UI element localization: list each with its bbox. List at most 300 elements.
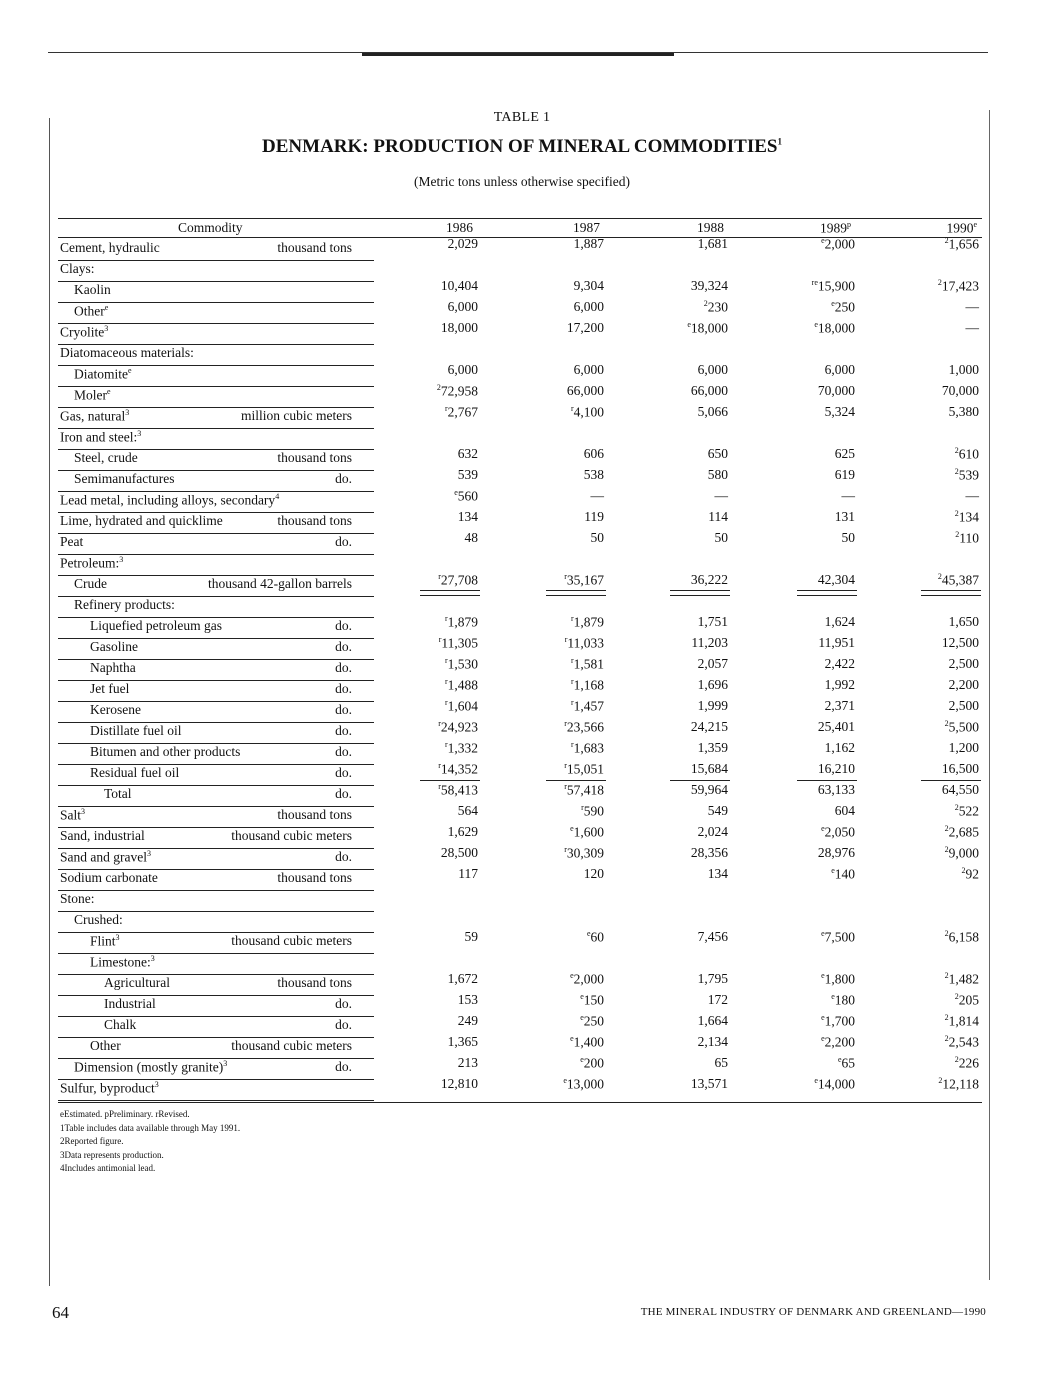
row-value: $^r$1,604 [444,698,478,714]
row-unit: thousand tons [277,975,352,990]
row-value: $^2$9,000 [944,845,979,861]
row-value: $^r$15,051 [564,761,604,777]
row-label-footnote: e [107,387,111,396]
row-value: 549 [707,803,728,818]
row-value: 50 [841,530,855,545]
row-label-text: Bitumen and other products [90,744,241,759]
row-value: $^r$58,413 [438,782,478,798]
table-row [0,429,1044,449]
row-label [74,450,138,466]
row-label [74,912,123,928]
row-value: 28,356 [690,845,728,860]
row-value: $^2$12,118 [938,1076,979,1092]
row-label-footnote: 4 [275,492,280,501]
row-label-text: Sodium carbonate [60,870,158,885]
row-value: 64,550 [941,782,979,797]
row-label [60,828,145,844]
row-label-text: Cryolite [60,324,105,340]
row-value: 1,359 [697,740,728,755]
table-subtitle: (Metric tons unless otherwise specified) [414,174,630,189]
value-marker: e [580,1013,584,1022]
row-label [74,576,107,592]
value-marker: e [831,866,835,875]
table-row [0,446,1044,470]
row-value: $^e$2,000 [821,236,855,252]
value-marker: e [687,320,691,329]
row-label [90,744,240,760]
row-value: $^2$1,482 [944,971,979,987]
value-marker: r [564,782,567,791]
row-value: $^e$250 [831,299,855,315]
row-label-footnote: 3 [115,933,120,942]
row-value: 12,810 [440,1076,478,1091]
row-label-text: Distillate fuel oil [90,723,182,738]
value-marker: 2 [937,278,942,287]
row-unit: million cubic meters [241,408,352,423]
row-label-footnote: e [104,303,109,312]
row-value: $^{re}$15,900 [811,278,855,294]
row-value: $^2$522 [954,803,979,819]
row-value: 650 [707,446,728,461]
row-value: 1,162 [824,740,855,755]
value-marker: r [570,404,574,413]
table-row [0,824,1044,848]
row-value: 59,964 [690,782,728,797]
table-row [0,912,1044,932]
table-row [0,236,1044,260]
row-value: $^e$65 [837,1055,855,1071]
row-label [74,282,111,298]
table-row [0,992,1044,1016]
row-label [104,975,170,991]
row-value: $^r$1,332 [444,740,478,756]
row-label-text: Steel, crude [74,450,138,465]
row-value: 1,887 [573,236,604,251]
double-underline [670,590,730,596]
row-value: $^e$140 [831,866,855,882]
row-label [60,240,160,256]
table-row [0,761,1044,785]
row-label [90,933,120,950]
row-unit: do. [335,849,352,864]
row-unit: do. [335,639,352,654]
row-value: — [965,488,979,503]
value-marker: e [821,929,825,938]
table-row [0,971,1044,995]
table-row [0,509,1044,533]
row-label [60,870,158,886]
row-unit: thousand cubic meters [231,933,352,948]
row-label [74,1059,227,1076]
row-value: $^r$35,167 [564,572,604,588]
value-marker: 2 [944,1013,949,1022]
row-label-text: Iron and steel: [60,429,138,445]
value-marker: 2 [954,803,959,812]
row-value: 24,215 [690,719,728,734]
row-value: 65 [714,1055,728,1070]
row-value: 1,992 [824,677,855,692]
value-marker: r [444,740,448,749]
row-label [60,534,83,550]
value-marker: e [814,1076,818,1085]
row-unit: thousand 42-gallon barrels [208,576,352,591]
row-value: 50 [714,530,728,545]
row-value: — [590,488,604,503]
row-value: $^r$4,100 [570,404,604,420]
row-value: $^e$1,800 [821,971,855,987]
footnote-5: 4Includes antimonial lead. [60,1163,156,1173]
row-label-footnote: 3 [125,408,130,417]
row-value: 2,029 [447,236,478,251]
row-label-text: Chalk [104,1017,137,1032]
value-marker: r [570,614,574,623]
row-value: $^2$110 [955,530,979,546]
row-value: 538 [583,467,604,482]
row-value: $^e$180 [831,992,855,1008]
value-marker: 2 [954,446,959,455]
value-marker: 2 [954,1055,959,1064]
row-unit: thousand tons [277,513,352,528]
table-row [0,1076,1044,1100]
row-value: 1,650 [948,614,979,629]
double-underline [797,590,857,596]
row-value: $^e$18,000 [814,320,855,336]
row-unit: do. [335,471,352,486]
row-value: 6,000 [573,362,604,377]
row-label-text: Crude [74,576,107,591]
row-label-text: Sand, industrial [60,828,145,843]
row-value: 2,200 [948,677,979,692]
value-marker: r [444,656,448,665]
value-marker: r [581,803,584,812]
row-value: 131 [834,509,855,524]
row-label [60,1080,159,1097]
row-value: $^r$1,457 [570,698,604,714]
footnote-1: eEstimated. pPreliminary. rRevised. [60,1109,190,1119]
row-label [74,471,174,487]
row-value: $^r$57,418 [564,782,604,798]
table-row [0,635,1044,659]
value-marker: 2 [944,845,949,854]
row-value: $^r$1,530 [444,656,478,672]
row-unit: do. [335,996,352,1011]
row-label-text: Kerosene [90,702,141,717]
table-row [0,1034,1044,1058]
row-label-text: Dimension (mostly granite) [74,1059,224,1075]
row-label [60,891,95,907]
value-marker: e [821,971,825,980]
table-row [0,1055,1044,1079]
row-value: 63,133 [817,782,855,797]
row-value: 5,324 [824,404,855,419]
value-marker: e [570,971,574,980]
table-row [0,299,1044,323]
table-row [0,597,1044,617]
row-label-text: Lime, hydrated and quicklime [60,513,223,528]
row-value: 25,401 [817,719,855,734]
row-label-text: Limestone: [90,954,151,970]
footnotes [60,1108,240,1176]
row-label-text: Salt [60,807,82,823]
value-marker: 2 [961,866,966,875]
row-label-text: Semimanufactures [74,471,175,486]
value-marker: r [564,761,567,770]
value-marker: r [438,782,441,791]
value-marker: r [438,635,442,644]
row-value: $^r$14,352 [438,761,478,777]
row-value: $^r$24,923 [438,719,478,735]
header-year-1987 [573,220,600,236]
row-value: $^r$1,879 [444,614,478,630]
row-value: $^2$610 [954,446,979,462]
table-label: TABLE 1 [493,110,551,125]
header-year-1986 [446,220,473,236]
single-underline [797,780,857,781]
row-value: 625 [834,446,855,461]
row-value: 2,134 [697,1034,728,1049]
row-value: $^e$1,600 [570,824,604,840]
row-unit: thousand cubic meters [231,828,352,843]
value-marker: 2 [944,929,949,938]
row-unit: thousand tons [277,807,352,822]
row-value: 5,380 [948,404,979,419]
row-label [60,408,129,425]
table-row [0,572,1044,596]
row-unit: do. [335,660,352,675]
value-marker: 2 [944,1034,949,1043]
value-marker: r [438,761,441,770]
table-row [0,555,1044,575]
single-underline [670,780,730,781]
value-marker: 2 [944,236,949,245]
row-label-text: Petroleum: [60,555,120,571]
row-value: 1,624 [824,614,855,629]
row-value: $^r$1,683 [570,740,604,756]
row-value: $^r$27,708 [438,572,478,588]
row-value: $^2$1,656 [944,236,979,252]
value-marker: 2 [955,530,960,539]
value-marker: e [570,1034,574,1043]
value-marker: e [821,236,825,245]
row-value: $^r$11,305 [438,635,478,651]
row-label-footnote: 3 [104,324,109,333]
row-value: 114 [708,509,728,524]
table-row [0,261,1044,281]
row-value: 10,404 [440,278,478,293]
row-value: $^e$250 [580,1013,604,1029]
row-value: $^r$1,581 [570,656,604,672]
row-label-footnote: 3 [146,849,151,858]
row-label-text: Other [90,1038,121,1053]
value-marker: r [438,572,441,581]
row-unit: do. [335,765,352,780]
table-row [0,866,1044,890]
row-value: $^2$230 [703,299,728,315]
row-label-text: Clays: [60,261,95,276]
row-label-text: Kaolin [74,282,111,297]
row-value: 9,304 [573,278,604,293]
value-marker: 2 [937,572,942,581]
table-row [0,278,1044,302]
row-value: 28,976 [817,845,855,860]
row-value: 1,629 [447,824,478,839]
row-label [60,261,95,277]
row-value: 606 [583,446,604,461]
value-marker: r [564,635,568,644]
row-value: 1,365 [447,1034,478,1049]
row-value: 11,203 [691,635,728,650]
header-top-rule [58,218,982,219]
row-label-footnote: e [128,366,132,375]
row-value: 2,024 [697,824,728,839]
double-underline [420,590,480,596]
row-label-footnote: 3 [223,1059,228,1068]
row-label-text: Other [74,303,105,319]
row-value: 42,304 [817,572,855,587]
row-label-text: Residual fuel oil [90,765,180,780]
row-label-footnote: 3 [137,429,142,438]
row-label [60,345,194,361]
row-label [60,807,85,824]
row-value: $^r$590 [581,803,604,819]
row-value: $^2$17,423 [937,278,979,294]
row-value: 619 [834,467,855,482]
row-label-text: Industrial [104,996,156,1011]
row-label-footnote: 3 [81,807,86,816]
row-value: 1,664 [697,1013,728,1028]
row-value: 50 [590,530,604,545]
row-value: 2,500 [948,698,979,713]
row-label-text: Sand and gravel [60,849,147,865]
row-value: $^e$2,050 [821,824,855,840]
value-marker: r [444,614,448,623]
row-value: $^2$226 [954,1055,979,1071]
row-value: $^e$1,400 [570,1034,604,1050]
row-value: 16,210 [817,761,855,776]
value-marker: e [831,992,835,1001]
row-value: $^2$205 [954,992,979,1008]
value-marker: 2 [703,299,708,308]
row-unit: do. [335,744,352,759]
header-year-1990 [946,220,977,237]
row-value: 6,000 [824,362,855,377]
value-marker: e [821,1013,825,1022]
row-value: — [714,488,728,503]
row-value: $^2$1,814 [944,1013,979,1029]
row-label-text: Peat [60,534,84,549]
row-unit: thousand tons [277,450,352,465]
row-value: 1,999 [697,698,728,713]
year-text: 1988 [697,220,724,235]
row-value: 539 [457,467,478,482]
table-row [0,488,1044,512]
row-value: $^r$2,767 [444,404,478,420]
row-label [104,996,156,1012]
row-unit: do. [335,1059,352,1074]
value-marker: e [821,824,825,833]
row-label [104,1017,136,1033]
table-title-footnote-marker: 1 [777,136,782,147]
row-label [60,849,151,866]
table-row [0,383,1044,407]
row-value: — [841,488,855,503]
year-text: 1990 [946,220,974,236]
row-label-text: Diatomite [74,366,128,382]
value-marker: r [564,719,567,728]
row-value: $^2$2,685 [944,824,979,840]
row-label-text: Lead metal, including alloys, secondary [60,492,276,508]
value-marker: 2 [436,383,441,392]
row-label [60,429,141,446]
row-unit: do. [335,702,352,717]
table-row [0,362,1044,386]
row-unit: thousand tons [277,870,352,885]
row-value: $^r$11,033 [564,635,604,651]
table-row [0,656,1044,680]
row-unit: thousand tons [277,240,352,255]
row-value: 28,500 [440,845,478,860]
row-label [90,1038,121,1054]
row-value: 213 [457,1055,478,1070]
row-value: 39,324 [690,278,728,293]
table-row [0,929,1044,953]
row-value: 153 [457,992,478,1007]
value-marker: r [444,404,448,413]
row-value: 2,057 [697,656,728,671]
value-marker: 2 [954,509,959,518]
footnote-3: 2Reported figure. [60,1136,124,1146]
row-label-text: Gasoline [90,639,138,654]
value-marker: e [580,1055,584,1064]
value-marker: r [444,698,448,707]
table-row [0,404,1044,428]
row-value: 5,066 [697,404,728,419]
row-value: 59 [464,929,478,944]
row-value: $^e$2,200 [821,1034,855,1050]
row-value: 1,795 [697,971,728,986]
row-value: 249 [457,1013,478,1028]
footnote-4: 3Data represents production. [60,1149,164,1160]
header-year-1988 [697,220,724,236]
value-marker: e [821,1034,825,1043]
row-value: $^e$14,000 [814,1076,855,1092]
row-unit: do. [335,618,352,633]
row-rule [58,1100,374,1101]
row-label-text: Stone: [60,891,95,906]
row-value: 7,456 [697,929,728,944]
row-value: 15,684 [690,761,728,776]
row-label-footnote: 3 [150,954,155,963]
table-title-text: DENMARK: PRODUCTION OF MINERAL COMMODITIES [262,136,778,157]
row-value: $^r$1,879 [570,614,604,630]
row-value: 564 [457,803,478,818]
row-value: 117 [458,866,478,881]
table-row [0,530,1044,554]
value-marker: e [454,488,458,497]
row-value: 16,500 [941,761,979,776]
header-commodity: Commodity [178,220,243,235]
value-marker: r [570,656,574,665]
row-value: 70,000 [941,383,979,398]
table-row [0,320,1044,344]
year-sup: e [973,220,977,229]
value-marker: r [570,698,574,707]
double-underline [546,590,606,596]
row-unit: do. [335,681,352,696]
row-value: $^2$92 [961,866,979,882]
row-value: $^2$134 [954,509,979,525]
row-value: 1,696 [697,677,728,692]
